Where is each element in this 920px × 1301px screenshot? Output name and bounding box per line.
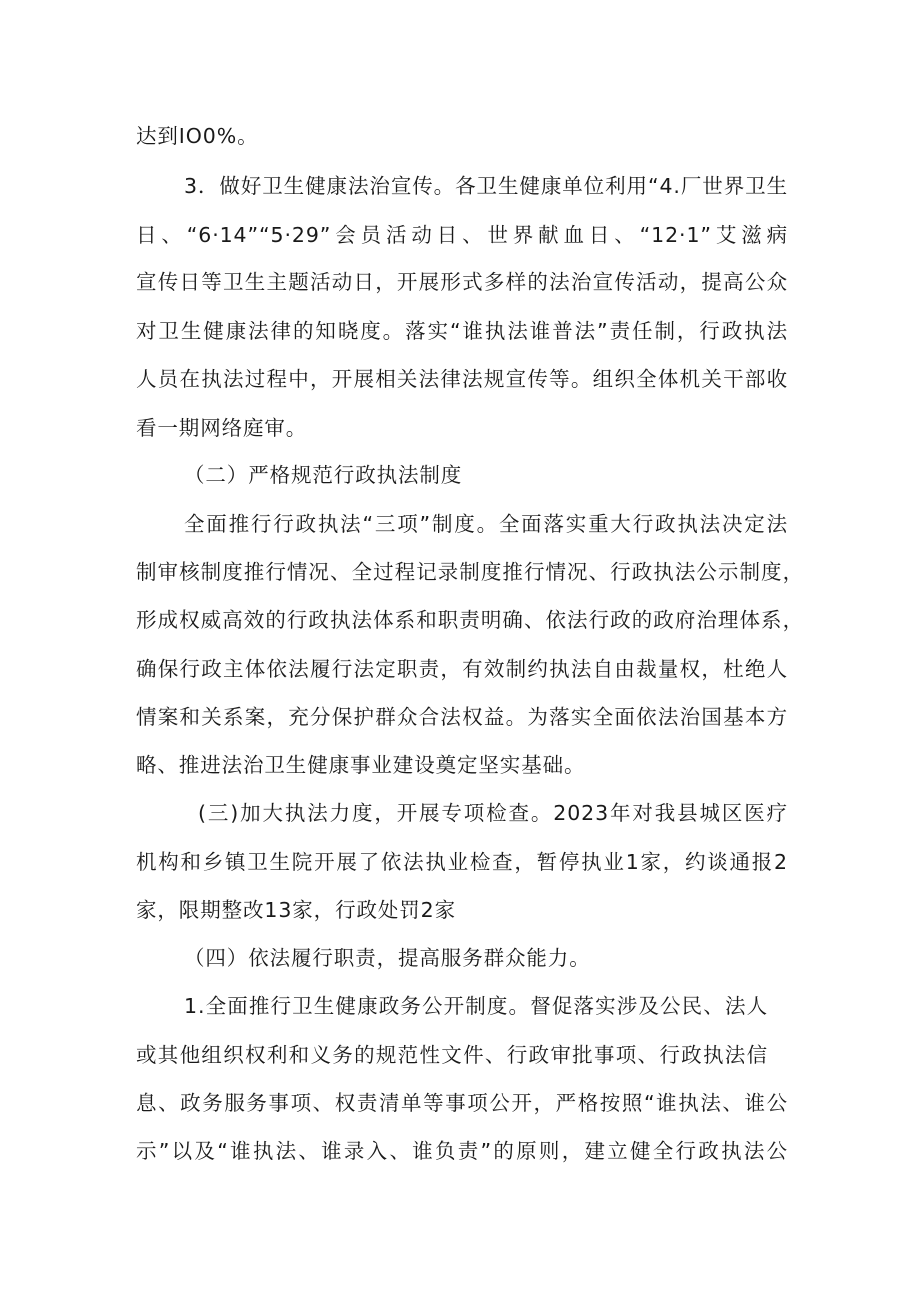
text-line-22: 示”以及“谁执法、谁录入、谁负责”的原则，建立健全行政执法公 [136,1139,788,1163]
text-line-21: 息、政务服务事项、权责清单等事项公开，严格按照“谁执法、谁公 [136,1091,788,1115]
text-line-2: 3．做好卫生健康法治宣传。各卫生健康单位利用“4.厂世界卫生 [184,174,788,198]
text-line-19: 1.全面推行卫生健康政务公开制度。督促落实涉及公民、法人 [184,994,768,1018]
text-line-11: 形成权威高效的行政执法体系和职责明确、依法行政的政府治理体系， [136,608,804,632]
text-line-16: 机构和乡镇卫生院开展了依法执业检查，暂停执业1家，约谈通报2 [136,850,788,874]
section-heading-4: （四）依法履行职责，提高服务群众能力。 [184,946,591,970]
text-line-3: 日、“6·14”“5·29”会员活动日、世界献血日、“12·1”艾滋病 [136,223,788,247]
section-heading-3: (三)加大执法力度，开展专项检查。2023年对我县城区医疗 [198,801,788,825]
section-heading-2: （二）严格规范行政执法制度 [184,463,463,487]
text-line-5: 对卫生健康法律的知晓度。落实“谁执法谁普法”责任制，行政执法 [136,319,788,343]
text-line-14: 略、推进法治卫生健康事业建设奠定坚实基础。 [136,753,586,777]
text-line-6: 人员在执法过程中，开展相关法律法规宣传等。组织全体机关干部收 [136,367,788,391]
text-line-12: 确保行政主体依法履行法定职责，有效制约执法自由裁量权，杜绝人 [136,657,788,681]
text-line-7: 看一期网络庭审。 [136,416,308,440]
text-line-4: 宣传日等卫生主题活动日，开展形式多样的法治宣传活动，提高公众 [136,270,788,294]
text-line-13: 情案和关系案，充分保护群众合法权益。为落实全面依法治国基本方 [136,705,788,729]
text-line-1: 达到IO0%。 [136,124,259,148]
text-line-17: 家，限期整改13家，行政处罚2家 [136,898,457,922]
text-line-9: 全面推行行政执法“三项”制度。全面落实重大行政执法决定法 [184,512,788,536]
text-line-10: 制审核制度推行情况、全过程记录制度推行情况、行政执法公示制度， [136,560,804,584]
text-line-20: 或其他组织权利和义务的规范性文件、行政审批事项、行政执法信 [136,1043,768,1067]
